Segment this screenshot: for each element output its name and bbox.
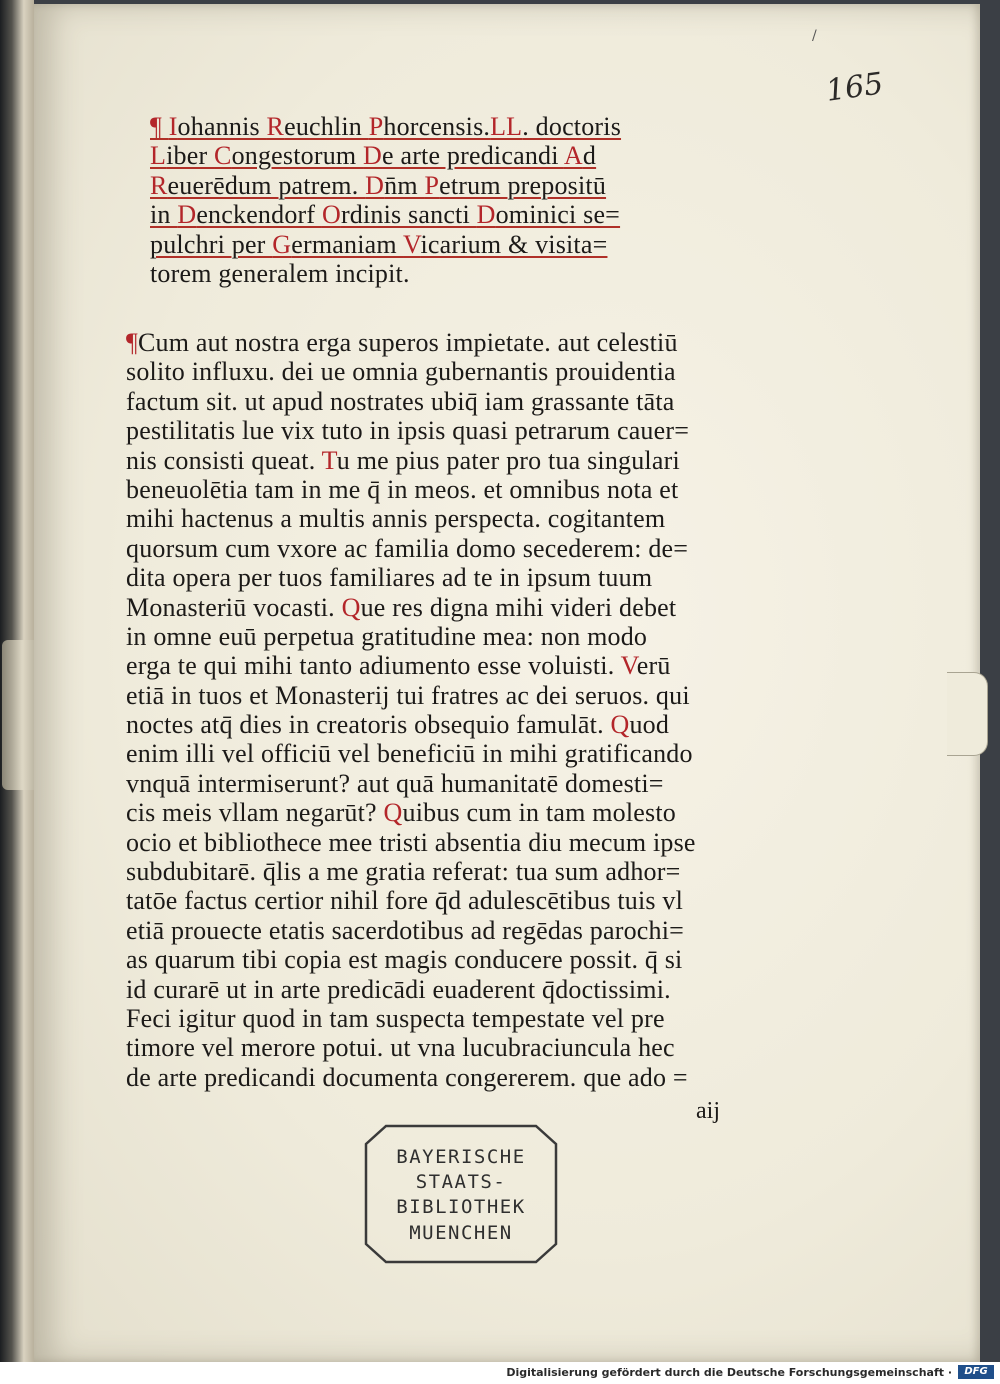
text-run: as quarum tibi copia est magis conducere possit. q̄ si (126, 945, 683, 975)
text-run: solito influxu. dei ue omnia gubernantis prouidentia (126, 357, 676, 387)
title-line (150, 141, 770, 170)
title-line (150, 230, 770, 259)
text-run: erga te qui mihi tanto adiumento esse voluisti. (126, 651, 621, 681)
text-run: de arte predicandi documenta congererem. que ado = (126, 1062, 688, 1092)
text-run: etiā in tuos et Monasterij tui fratres ac dei seruos. qui (126, 680, 690, 710)
title-line (150, 259, 770, 288)
text-run: euchlin (284, 112, 369, 141)
rubricated-letter: Q (341, 592, 361, 622)
text-run: e arte predicandi (382, 141, 564, 171)
rubricated-letter: Q (383, 798, 403, 828)
text-run: n̄m (384, 170, 425, 200)
text-line (126, 769, 776, 798)
text-run: icarium & visita= (420, 229, 608, 259)
text-line (126, 975, 776, 1004)
rubricated-letter: C (214, 141, 232, 171)
rubricated-letter: T (321, 445, 337, 475)
text-line (126, 1004, 776, 1033)
text-run: uibus cum in tam molesto (402, 798, 676, 828)
text-run: Monasteriū vocasti. (126, 592, 342, 622)
text-run: tatōe factus certior nihil fore q̄d adulescētibus tuis vl (126, 886, 684, 916)
folio-number: 165 (823, 66, 886, 109)
text-line (126, 1033, 776, 1062)
text-line (126, 1063, 776, 1092)
stamp-line: BAYERISCHE (396, 1146, 526, 1168)
text-line (126, 563, 776, 592)
text-run: in omne euū perpetua gratitudine mea: non modo (126, 621, 648, 651)
rubricated-letter: O (321, 200, 341, 230)
text-line (126, 798, 776, 827)
text-run: uod (629, 710, 670, 740)
funding-notice: Digitalisierung gefördert durch die Deutsche Forschungsgemeinschaft · (506, 1366, 952, 1379)
text-run: erū (636, 651, 671, 681)
text-line (126, 622, 776, 651)
text-line (126, 534, 776, 563)
text-run: noctes atq̄ dies in creatoris obsequio famulāt. (126, 710, 611, 740)
text-run: timore vel merore potui. ut vna lucubraciuncula hec (126, 1033, 675, 1063)
rubricated-letter: Q (610, 710, 630, 740)
rubricated-letter: D (363, 141, 383, 171)
text-run: subdubitarē. q̄lis a me gratia referat: tua sum adhor= (126, 857, 681, 887)
rubricated-letter: P (424, 170, 440, 200)
rubricated-letter: ¶ (126, 328, 138, 357)
text-line (126, 446, 776, 475)
title-line (150, 200, 770, 229)
rubricated-letter: D (365, 170, 385, 200)
text-run: Feci igitur quod in tam suspecta tempestate vel pre (126, 1003, 665, 1033)
rubricated-letter: R (150, 170, 168, 200)
text-line (126, 739, 776, 768)
text-line (126, 828, 776, 857)
text-run: etiā prouecte etatis sacerdotibus ad regēdas parochi= (126, 915, 685, 945)
rubricated-letter: ¶ (150, 112, 169, 141)
text-run: torem generalem incipit. (150, 258, 410, 288)
text-line (126, 651, 776, 680)
stamp-line: BIBLIOTHEK (396, 1196, 526, 1218)
rubricated-letter: I (168, 112, 178, 141)
text-run: pestilitatis lue vix tuto in ipsis quasi petrarum cauer= (126, 416, 690, 446)
corner-mark: / (812, 28, 817, 44)
text-run: enim illi vel officiū vel beneficiū in mihi gratificando (126, 739, 693, 769)
text-run: horcensis. (383, 112, 491, 141)
text-run: mihi hactenus a multis annis perspecta. cogitantem (126, 504, 666, 534)
rubricated-letter: V (620, 651, 637, 681)
text-line (126, 710, 776, 739)
text-line (126, 387, 776, 416)
text-run: ongestorum (231, 141, 364, 171)
text-run: ue res digna mihi videri debet (360, 592, 677, 622)
text-run: beneuolētia tam in me q̄ in meos. et omnibus nota et (126, 474, 679, 504)
rubricated-letter: A (563, 141, 583, 171)
text-line (126, 681, 776, 710)
text-line (126, 416, 776, 445)
text-run: ohannis (177, 112, 267, 141)
signature-mark: aij (696, 1098, 720, 1124)
text-line (126, 357, 776, 386)
rubricated-letter: LL (490, 112, 523, 141)
text-run: quorsum cum vxore ac familia domo secederem: de= (126, 533, 689, 563)
text-line (126, 945, 776, 974)
text-line (126, 504, 776, 533)
title-block (150, 112, 770, 288)
text-run: d (582, 141, 597, 171)
rubricated-letter: D (177, 200, 197, 230)
rubricated-letter: L (150, 141, 167, 171)
body-text (126, 328, 776, 1092)
text-run: iber (166, 141, 215, 171)
page-tab (947, 672, 988, 756)
text-run: nis consisti queat. (126, 445, 322, 475)
text-run: ermaniam (291, 229, 404, 259)
text-line (126, 593, 776, 622)
text-run: vnquā intermiserunt? aut quā humanitatē domesti= (126, 768, 664, 798)
title-line (150, 171, 770, 200)
text-run: ocio et bibliothece mee tristi absentia diu mecum ipse (126, 827, 696, 857)
rubricated-letter: P (368, 112, 384, 141)
text-run: . doctoris (522, 112, 622, 141)
text-run: enckendorf (196, 200, 322, 230)
text-run: u me pius pater pro tua singulari (336, 445, 680, 475)
text-run: Cum aut nostra erga superos impietate. aut celestiū (137, 328, 678, 357)
text-run: in (150, 200, 178, 230)
text-run: dita opera per tuos familiares ad te in ipsum tuum (126, 563, 653, 593)
text-run: cis meis vllam negarūt? (126, 798, 384, 828)
rubricated-letter: R (266, 112, 285, 141)
rubricated-letter: V (403, 229, 421, 259)
text-line (126, 857, 776, 886)
dfg-logo: DFG (958, 1365, 994, 1379)
stamp-line: MUENCHEN (409, 1222, 513, 1244)
text-line (126, 475, 776, 504)
text-line (126, 328, 776, 357)
text-run: factum sit. ut apud nostrates ubiq̄ iam grassante tāta (126, 386, 675, 416)
text-run: id curarē ut in arte predicādi euaderent q̄doctissimi. (126, 974, 671, 1004)
text-line (126, 886, 776, 915)
text-run: pulchri per (150, 229, 273, 259)
text-run: etrum prepositū (439, 170, 607, 200)
text-run: euerēdum patrem. (167, 170, 366, 200)
rubricated-letter: G (272, 229, 292, 259)
text-run: ominici se= (495, 200, 621, 230)
text-line (126, 916, 776, 945)
text-run: rdinis sancti (340, 200, 477, 230)
title-line (150, 112, 770, 141)
rubricated-letter: D (476, 200, 496, 230)
stamp-line: STAATS- (415, 1171, 507, 1193)
